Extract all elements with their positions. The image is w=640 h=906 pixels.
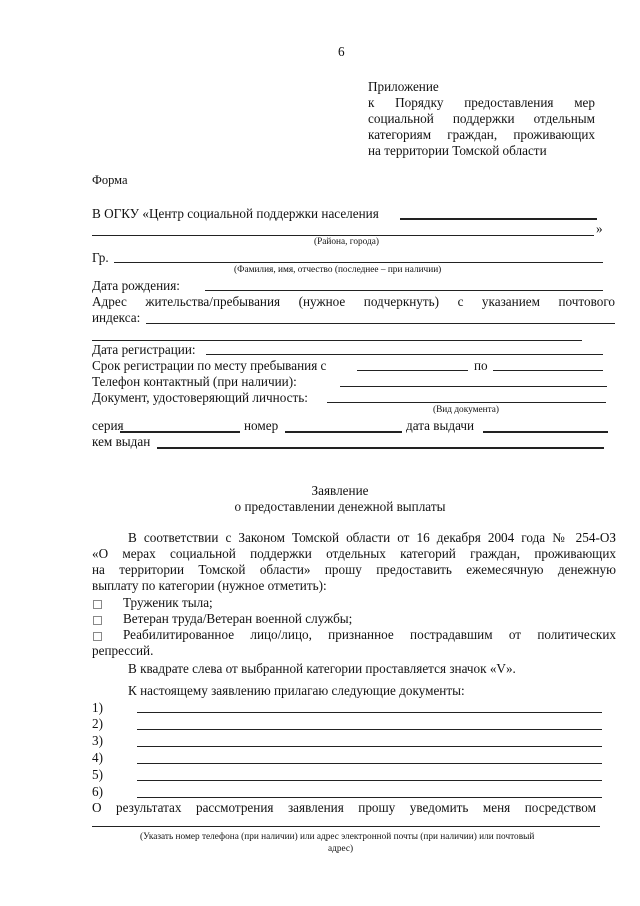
- appendix-line: социальной поддержки отдельным: [368, 111, 595, 126]
- issue-date-line[interactable]: [483, 431, 608, 433]
- stay-registration-label: Срок регистрации по месту пребывания с: [92, 358, 327, 373]
- identity-doc-label: Документ, удостоверяющий личность:: [92, 390, 308, 405]
- option-label: Труженик тыла;: [123, 595, 213, 610]
- phone-line[interactable]: [340, 386, 607, 387]
- notify-text: О результатах рассмотрения заявления прошу уведомить меня посредством: [92, 800, 596, 815]
- series-line[interactable]: [120, 431, 240, 433]
- attachment-line[interactable]: [137, 797, 602, 798]
- birth-date-label: Дата рождения:: [92, 278, 180, 293]
- recipient-district-line[interactable]: [400, 218, 597, 220]
- appendix-line: категориям граждан, проживающих: [368, 127, 595, 142]
- stay-to-label: по: [474, 358, 488, 373]
- identity-doc-line[interactable]: [327, 402, 606, 403]
- stay-from-line[interactable]: [357, 370, 468, 371]
- attach-intro: К настоящему заявлению прилагаю следующие документы:: [128, 683, 465, 698]
- address-line-2[interactable]: [92, 340, 582, 341]
- body-paragraph-line: на территории Томской области» прошу предоставить ежемесячную денежную: [92, 562, 616, 577]
- option-label: Ветеран труда/Ветеран военной службы;: [123, 611, 353, 626]
- attachment-line[interactable]: [137, 712, 602, 713]
- appendix-line: на территории Томской области: [368, 143, 547, 158]
- page-number: 6: [338, 44, 345, 59]
- number-label: номер: [244, 418, 279, 433]
- checkbox-option-1[interactable]: [93, 600, 102, 609]
- issue-date-label: дата выдачи: [406, 418, 475, 433]
- address-label: Адрес жительства/пребывания (нужное подчеркнуть) с указанием почтового: [92, 294, 615, 309]
- option-label: Реабилитированное лицо/лицо, признанное пострадавшим от политических: [123, 627, 616, 642]
- citizen-name-line[interactable]: [114, 262, 603, 263]
- phone-label: Телефон контактный (при наличии):: [92, 374, 297, 389]
- number-line[interactable]: [285, 431, 402, 433]
- option-label-cont: репрессий.: [92, 643, 154, 658]
- registration-date-label: Дата регистрации:: [92, 342, 196, 357]
- attachment-line[interactable]: [137, 746, 602, 747]
- attachment-line[interactable]: [137, 729, 602, 730]
- body-paragraph-line: выплату по категории (нужное отметить):: [92, 578, 327, 593]
- recipient-line-2[interactable]: [92, 235, 594, 236]
- statement-subtitle: о предоставлении денежной выплаты: [234, 499, 446, 514]
- body-paragraph-line: В соответствии с Законом Томской области от 16 декабря 2004 года № 254-ОЗ: [128, 530, 616, 545]
- series-label: серия: [92, 418, 124, 433]
- attachment-line[interactable]: [137, 780, 602, 781]
- address-line-1[interactable]: [146, 323, 615, 324]
- registration-date-line[interactable]: [206, 354, 603, 355]
- appendix-title: Приложение: [368, 79, 439, 94]
- checkbox-option-2[interactable]: [93, 616, 102, 625]
- attachment-number: 3): [92, 733, 103, 748]
- form-label: Форма: [92, 173, 128, 187]
- notify-line[interactable]: [92, 826, 600, 827]
- birth-date-line[interactable]: [205, 290, 603, 291]
- recipient-closing-quote: »: [596, 221, 603, 236]
- citizen-hint: (Фамилия, имя, отчество (последнее – при наличии): [234, 265, 442, 275]
- address-label-cont: индекса:: [92, 310, 141, 325]
- attachment-number: 5): [92, 767, 103, 782]
- checkbox-option-3[interactable]: [93, 632, 102, 641]
- attachment-number: 4): [92, 750, 103, 765]
- body-paragraph-line: «О мерах социальной поддержки отдельных категорий граждан, проживающих: [92, 546, 616, 561]
- appendix-line: к Порядку предоставления мер: [368, 95, 595, 110]
- issued-by-label: кем выдан: [92, 434, 151, 449]
- recipient-prefix: В ОГКУ «Центр социальной поддержки населения: [92, 206, 379, 221]
- mark-note: В квадрате слева от выбранной категории проставляется значок «V».: [128, 661, 516, 676]
- statement-title: Заявление: [311, 483, 369, 498]
- stay-to-line[interactable]: [493, 370, 603, 371]
- issued-by-line[interactable]: [157, 447, 604, 449]
- footer-hint-cont: адрес): [328, 844, 354, 854]
- attachment-number: 2): [92, 716, 103, 731]
- citizen-label: Гр.: [92, 250, 109, 265]
- recipient-hint: (Района, города): [314, 237, 379, 247]
- attachment-number: 1): [92, 700, 103, 715]
- attachment-number: 6): [92, 784, 103, 799]
- footer-hint: (Указать номер телефона (при наличии) или адрес электронной почты (при наличии) или почтовый: [140, 832, 535, 842]
- attachment-line[interactable]: [137, 763, 602, 764]
- identity-doc-hint: (Вид документа): [433, 405, 499, 415]
